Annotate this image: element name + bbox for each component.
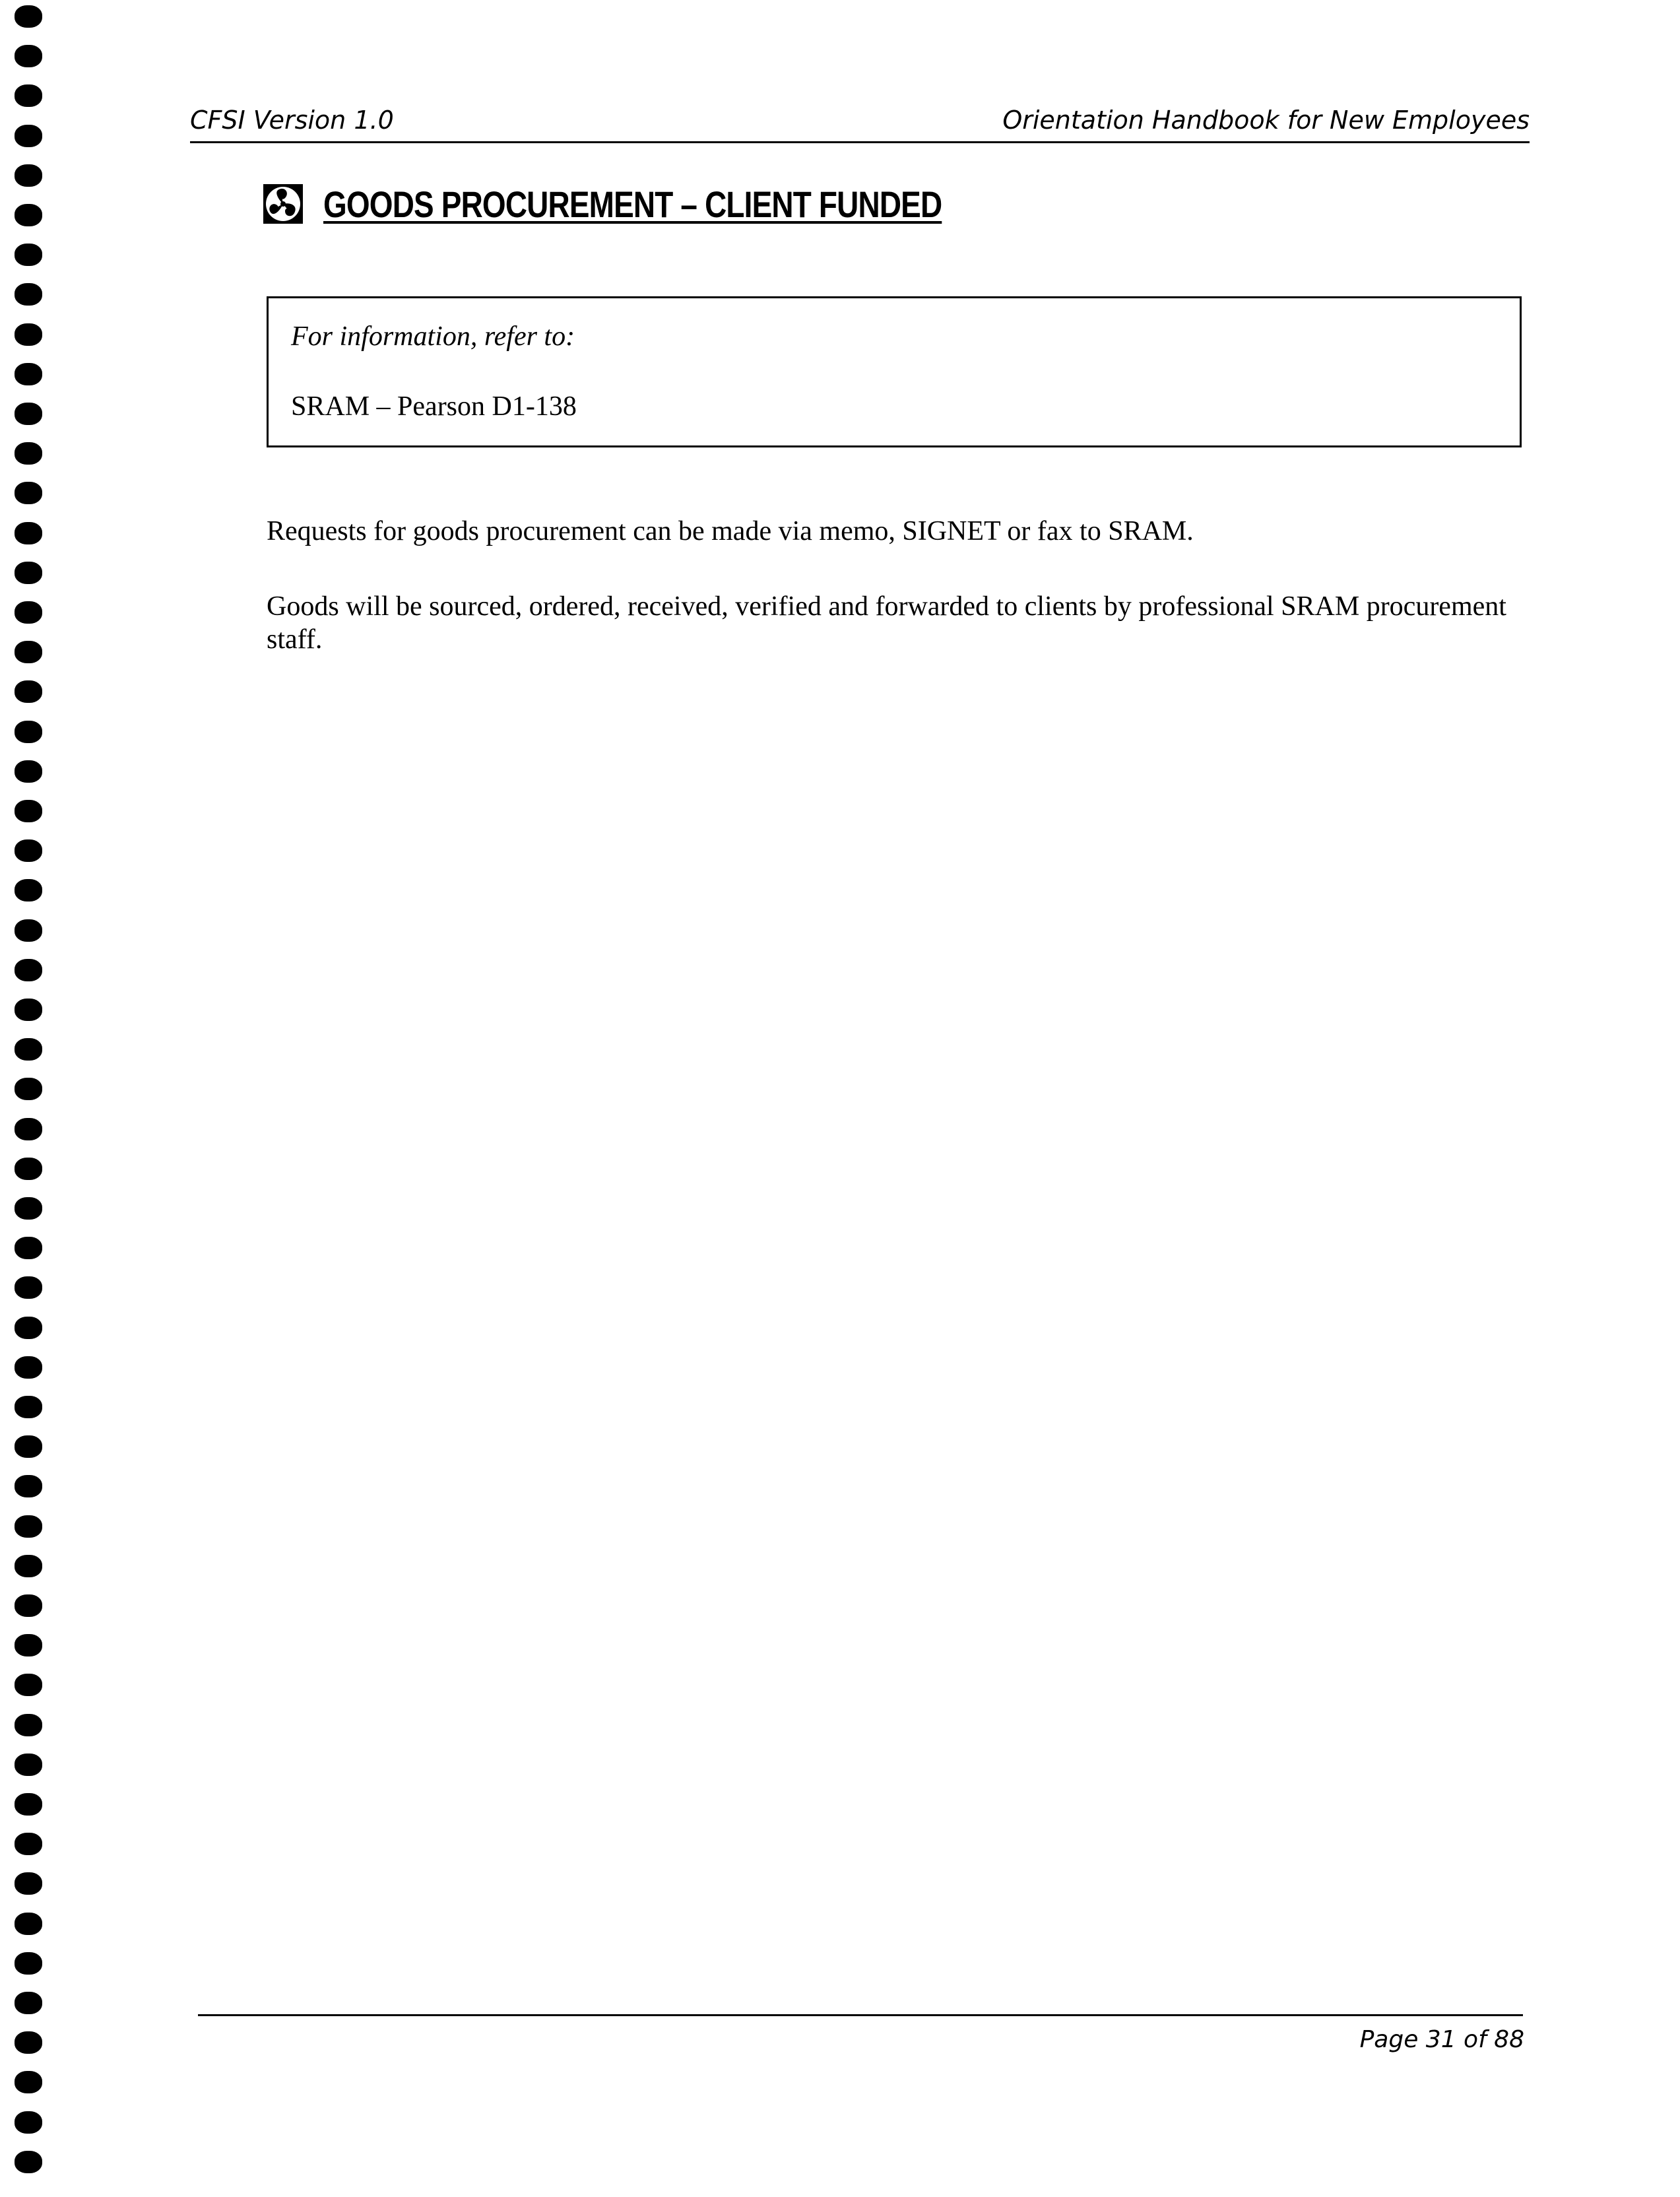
binder-hole: [15, 244, 42, 266]
body-paragraph-1: Requests for goods procurement can be made via memo, SIGNET or fax to SRAM.: [267, 516, 1194, 546]
binder-hole: [15, 1992, 42, 2014]
binder-hole: [15, 403, 42, 425]
binder-hole: [15, 5, 42, 28]
binder-hole: [15, 760, 42, 783]
binder-hole: [15, 45, 42, 67]
binder-hole: [15, 164, 42, 187]
binder-hole: [15, 1197, 42, 1220]
reference-item: SRAM – Pearson D1-138: [291, 391, 577, 422]
binder-hole: [15, 1237, 42, 1259]
binder-hole: [15, 283, 42, 306]
section-title: GOODS PROCUREMENT – CLIENT FUNDED: [323, 183, 942, 225]
binder-hole: [15, 1594, 42, 1617]
binder-hole: [15, 1396, 42, 1418]
binder-hole: [15, 2151, 42, 2173]
binder-hole: [15, 1317, 42, 1339]
reference-intro: For information, refer to:: [291, 321, 575, 352]
binder-hole: [15, 839, 42, 862]
section-title-row: [263, 181, 1078, 227]
binder-hole: [15, 1793, 42, 1816]
binder-hole: [15, 1674, 42, 1696]
binder-hole: [15, 84, 42, 107]
binder-hole: [15, 959, 42, 981]
binder-hole: [15, 2031, 42, 2054]
binder-hole: [15, 1038, 42, 1061]
binder-hole: [15, 1714, 42, 1736]
binder-hole: [15, 1833, 42, 1855]
binder-hole: [15, 323, 42, 346]
binder-hole: [15, 1515, 42, 1538]
binder-hole: [15, 1276, 42, 1299]
binder-hole: [15, 1475, 42, 1497]
binder-hole: [15, 800, 42, 822]
binder-holes: [0, 0, 40, 2197]
binder-hole: [15, 1118, 42, 1140]
binder-hole: [15, 1913, 42, 1935]
binder-hole: [15, 919, 42, 942]
binder-hole: [15, 2111, 42, 2134]
binder-hole: [15, 680, 42, 703]
footer-rule: [198, 2014, 1523, 2016]
binder-hole: [15, 1158, 42, 1180]
binder-hole: [15, 1872, 42, 1895]
binder-hole: [15, 1435, 42, 1458]
binder-hole: [15, 522, 42, 544]
body-paragraph-2: Goods will be sourced, ordered, received, verified and forwarded to clients by professional SRAM procurement staff.: [267, 591, 1506, 655]
page-number: Page 31 of 88: [1359, 2026, 1524, 2053]
binder-hole: [15, 879, 42, 902]
binder-hole: [15, 1754, 42, 1776]
binder-hole: [15, 442, 42, 465]
binder-hole: [15, 125, 42, 147]
binder-hole: [15, 562, 42, 584]
binder-hole: [15, 482, 42, 504]
binder-hole: [15, 1078, 42, 1100]
binder-hole: [15, 641, 42, 663]
header-version: CFSI Version 1.0: [190, 106, 394, 135]
binder-hole: [15, 204, 42, 226]
binder-hole: [15, 1952, 42, 1975]
binder-hole: [15, 999, 42, 1021]
binder-hole: [15, 1555, 42, 1577]
header-document-title: Orientation Handbook for New Employees: [1002, 106, 1530, 135]
binder-hole: [15, 2071, 42, 2093]
binder-hole: [15, 1356, 42, 1379]
binder-hole: [15, 721, 42, 743]
binder-hole: [15, 601, 42, 624]
binder-hole: [15, 363, 42, 385]
page-header: [190, 106, 1530, 143]
binder-hole: [15, 1634, 42, 1656]
reference-box: [267, 296, 1522, 447]
tri-swirl-icon: [263, 183, 304, 224]
